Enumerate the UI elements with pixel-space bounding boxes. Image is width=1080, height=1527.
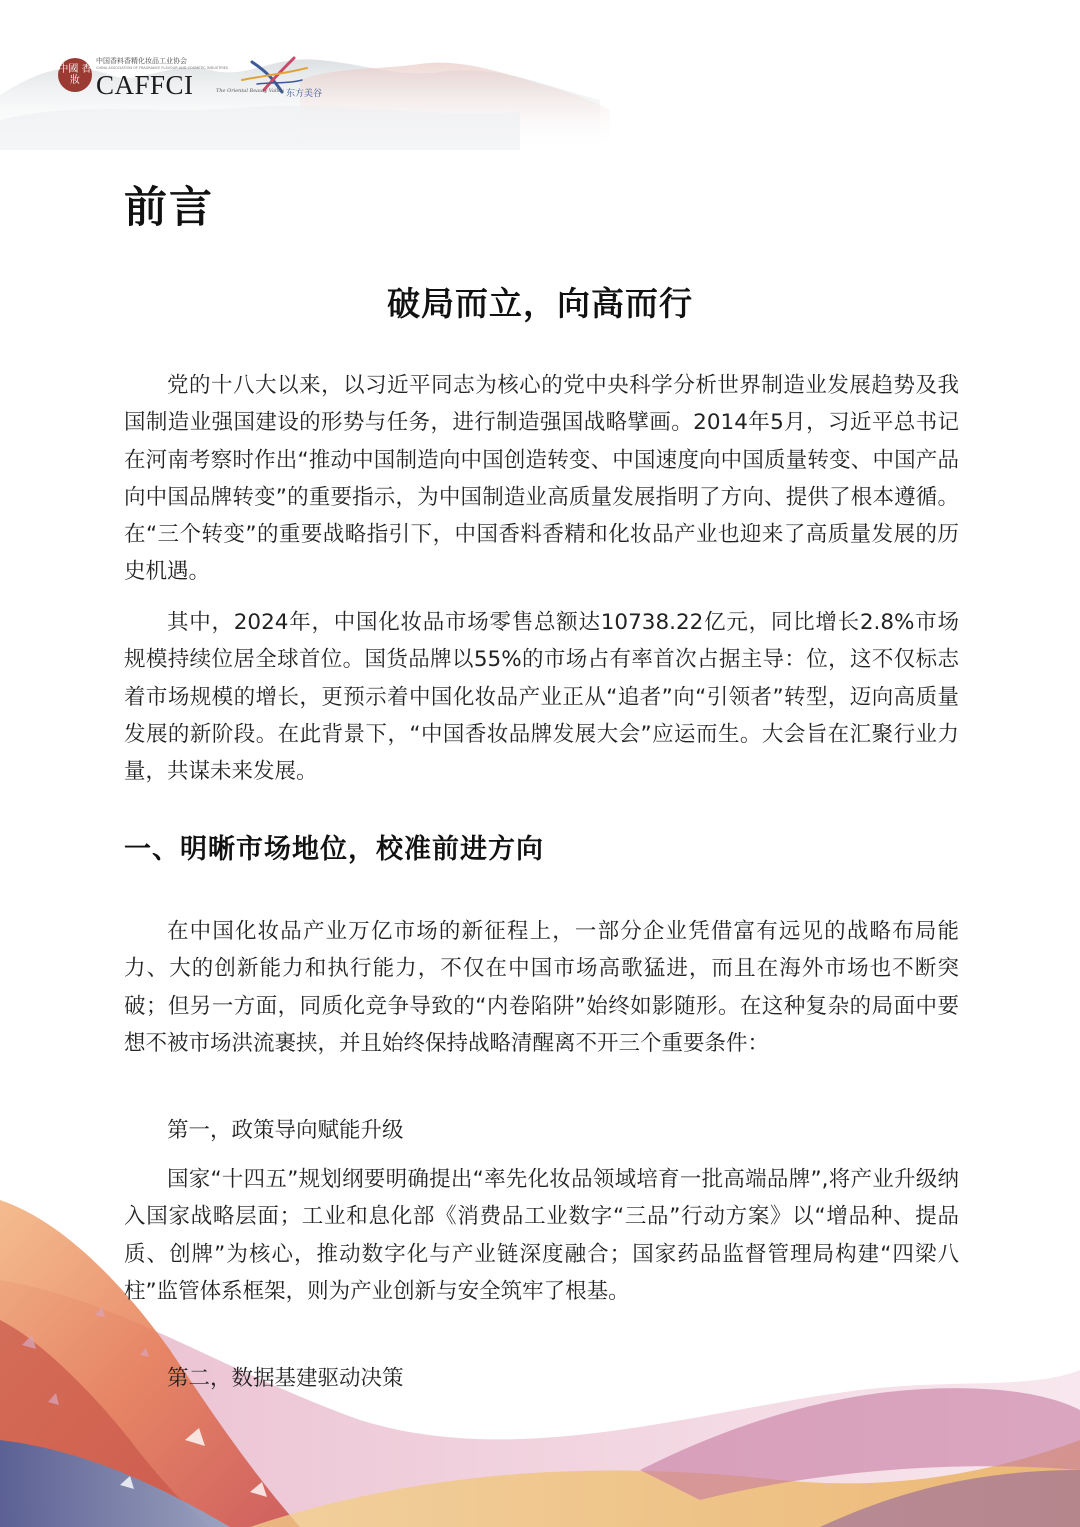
section-1-point-1-body: 国家“十四五”规划纲要明确提出“率先化妆品领域培育一批高端品牌”,将产业升级纳入国家战略层面；工业和息化部《消费品工业数字“三品”行动方案》以“增品种、提品质、创牌”为核心，推动数字化与产业链深度融合；国家药品监督管理局构建“四梁八柱”监管体系框架，则为产业创新与安全筑牢了根基。 (124, 1167, 959, 1304)
logo-english-name: CHINA ASSOCIATION OF FRAGRANCE FLAVOUR AND COSMETIC INDUSTRIES (96, 66, 229, 70)
logo-chinese-name: 中国香料香精化妆品工业协会 (96, 57, 187, 65)
oriental-beauty-valley-logo-icon (212, 54, 342, 104)
section-1-paragraph-1: 在中国化妆品产业万亿市场的新征程上，一部分企业凭借富有远见的战略布局能力、大的创新能力和执行能力，不仅在中国市场高歌猛进，而且在海外市场也不断突破；但另一方面，同质化竞争导致的“内卷陷阱”始终如影随形。在这种复杂的局面中要想不被市场洪流裹挟，并且始终保持战略清醒离不开三个重要条件： (124, 919, 959, 1056)
caffci-seal-logo (58, 58, 92, 92)
brand-tagline: The Oriental Beauty Valley (216, 88, 284, 94)
section-1-point-1-title: 第一，政策导向赋能升级 (167, 1118, 404, 1143)
section-1-heading: 一、明晰市场地位，校准前进方向 (124, 834, 544, 865)
page-title: 前言 (124, 183, 214, 233)
caffci-logo (96, 57, 229, 100)
section-1-point-2-title: 第二，数据基建驱动决策 (167, 1366, 404, 1391)
seal-text: 中國 香妝 (58, 64, 92, 86)
intro-paragraph-2: 其中，2024年，中国化妆品市场零售总额达10738.22亿元，同比增长2.8%市场规模持续位居全球首位。国货品牌以55%的市场占有率首次占据主导：位，这不仅标志着市场规模的增长，更预示着中国化妆品产业正从“追者”向“引领者”转型，迈向高质量发展的新阶段。在此背景下，“中国香妆品牌发展大会”应运而生。大会旨在汇聚行业力量，共谋未来发展。 (124, 610, 959, 785)
brand-chinese-name: 东方美谷 (286, 89, 323, 99)
intro-paragraph-1: 党的十八大以来，以习近平同志为核心的党中央科学分析世界制造业发展趋势及我国制造业强国建设的形势与任务，进行制造强国战略擘画。2014年5月，习近平总书记在河南考察时作出“推动中国制造向中国创造转变、中国速度向中国质量转变、中国产品向中国品牌转变”的重要指示，为中国制造业高质量发展指明了方向、提供了根本遵循。在“三个转变”的重要战略指引下，中国香料香精和化妆品产业也迎来了高质量发展的历史机遇。 (124, 373, 959, 585)
logo-acronym: CAFFCI (96, 70, 194, 100)
page-subtitle: 破局而立，向高而行 (387, 284, 693, 323)
